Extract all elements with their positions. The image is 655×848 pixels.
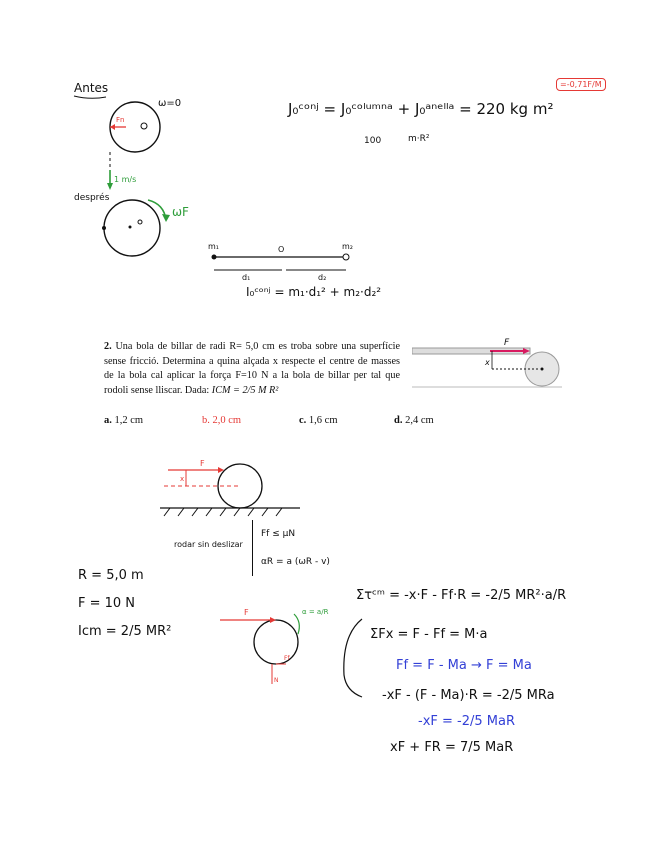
- given-r: R = 5,0 m: [78, 568, 144, 583]
- rod-diagram: [200, 240, 370, 310]
- option-b[interactable]: b. 2,0 cm: [202, 415, 242, 426]
- inertia-100: 100: [364, 136, 382, 146]
- given-f: F = 10 N: [78, 596, 136, 611]
- rodar-label: rodar sin deslizar: [174, 540, 243, 549]
- antes-label: Antes: [74, 81, 109, 95]
- despres-label: després: [74, 193, 110, 203]
- ball-after: [104, 200, 160, 256]
- o-label: O: [278, 245, 285, 254]
- fbd-ff: Ff: [284, 655, 290, 662]
- option-a[interactable]: a. 1,2 cm: [104, 415, 144, 426]
- sketch-f: F: [200, 459, 205, 468]
- eq-xf: -xF = -2/5 MaR: [418, 714, 515, 729]
- m1-label: m₁: [208, 242, 219, 251]
- option-d[interactable]: d. 2,4 cm: [394, 415, 434, 426]
- eq-torque: Στᶜᵐ = -x·F - Ff·R = -2/5 MR²·a/R: [356, 588, 567, 603]
- d2-label: d₂: [318, 273, 327, 282]
- wf-label: ωF: [172, 205, 189, 219]
- io-equation: I₀ᶜᵒⁿʲ = m₁·d₁² + m₂·d₂²: [246, 285, 382, 299]
- fbd-n: N: [274, 677, 279, 684]
- eq-ff: Ff = F - Ma → F = Ma: [396, 658, 532, 673]
- inertia-sum-equation: J₀ᶜᵒⁿʲ = J₀ᶜᵒˡᵘᵐⁿᵃ + J₀ᵃⁿᵉˡˡᵃ = 220 kg m²: [288, 100, 554, 118]
- problem-formula: ICM = 2/5 M R²: [211, 384, 279, 396]
- free-body-diagram: [218, 600, 338, 690]
- d1-label: d₁: [242, 273, 251, 282]
- fbd-alpha: α = a/R: [302, 608, 329, 616]
- speed-label: 1 m/s: [114, 175, 137, 184]
- problem-number: 2.: [104, 341, 112, 352]
- m2-label: m₂: [342, 242, 353, 251]
- problem-statement: [104, 340, 400, 398]
- omega-zero-label: ω=0: [158, 98, 182, 109]
- sketch-x: x: [180, 475, 185, 483]
- fbd-f: F: [244, 608, 249, 617]
- eq-substituted: -xF - (F - Ma)·R = -2/5 MRa: [382, 688, 555, 703]
- problem-text: Una bola de billar de radi R= 5,0 cm es troba sobre una superfície sense fricció. Determina a quina alçada x respecte el centre de masses de la bola cal aplicar la força F=10 N a la bola de billar per tal que rodoli sense lliscar. Dada:: [104, 341, 400, 396]
- corner-note: =-0,71F/M: [556, 78, 606, 91]
- figure-f: F: [504, 338, 510, 348]
- givens-block: [78, 562, 171, 646]
- conditions-block: Ff ≤ μN αR = a (ωR - v): [252, 520, 330, 576]
- inertia-mr2: m·R²: [408, 134, 430, 144]
- eq-forces: ΣFx = F - Ff = M·a: [370, 627, 488, 642]
- figure-x: x: [485, 358, 490, 367]
- given-i: Icm = 2/5 MR²: [78, 624, 172, 639]
- problem-figure: [412, 335, 562, 390]
- option-c[interactable]: c. 1,6 cm: [299, 415, 338, 426]
- eq-final: xF + FR = 7/5 MaR: [390, 740, 514, 755]
- fn-label: Fn: [116, 116, 125, 124]
